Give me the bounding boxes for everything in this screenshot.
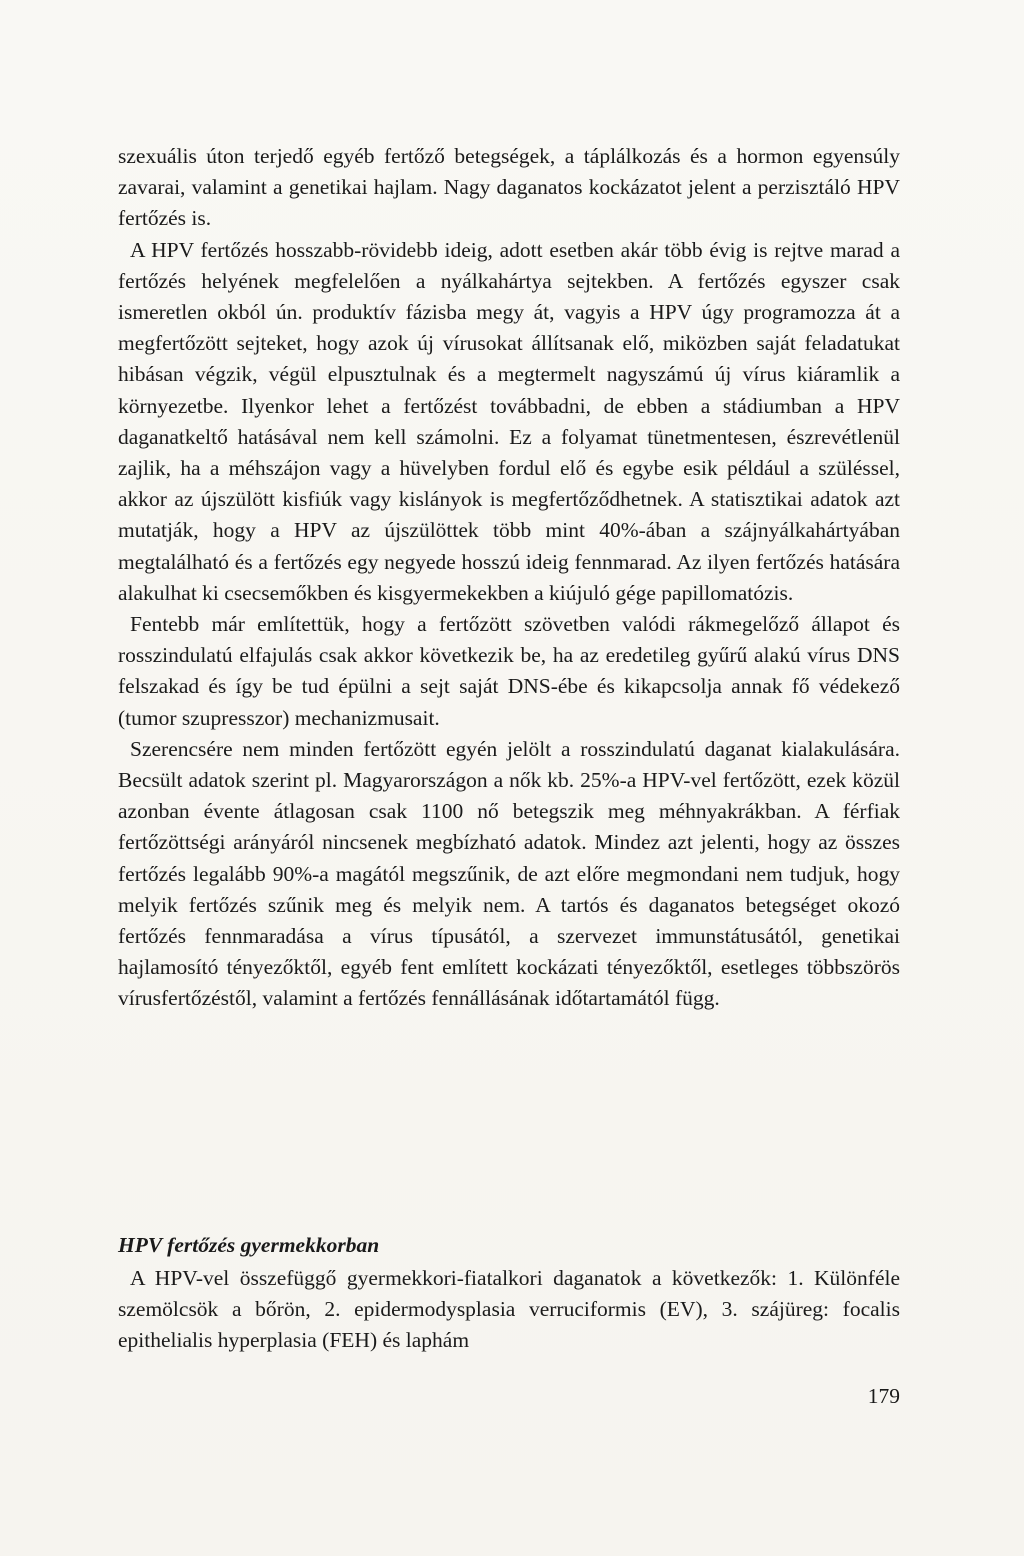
body-text [118,141,900,1015]
page-number: 179 [867,1384,900,1408]
section-body [118,1263,900,1357]
paragraph-4: Szerencsére nem minden fertőzött egyén jelölt a rosszindulatú daganat kialakulására. Becsült adatok szerint pl. Magyarországon a nők kb. 25%-a HPV-vel fertőzött, ezek közül azonban évente átlagosan csak 1100 nő betegszik meg méhnyakrákban. A férfiak fertőzöttségi arányáról nincsenek megbízható adatok. Mindez azt jelenti, hogy az összes fertőzés legalább 90%-a magától megszűnik, de azt előre megmondani nem tudjuk, hogy melyik fertőzés szűnik meg és melyik nem. A tartós és daganatos betegséget okozó fertőzés fennmaradása a vírus típusától, a szervezet immunstátusától, genetikai hajlamosító tényezőktől, egyéb fent említett kockázati tényezőktől, esetleges többszörös vírusfertőzéstől, valamint a fertőzés fennállásának időtartamától függ. [118,736,900,1011]
paragraph-2: A HPV fertőzés hosszabb-rövidebb ideig, adott esetben akár több évig is rejtve marad a fertőzés helyének megfelelően a nyálkahártya sejtekben. A fertőzés egyszer csak ismeretlen okból ún. produktív fázisba megy át, vagyis a HPV úgy programozza át a megfertőzött sejteket, hogy azok új vírusokat állítsanak elő, miközben saját feladatukat hibásan végzik, végül elpusztulnak és a megtermelt nagyszámú új vírus kiáramlik a környezetbe. Ilyenkor lehet a fertőzést továbbadni, de ebben a stádiumban a HPV daganatkeltő hatásával nem kell számolni. Ez a folyamat tünetmentesen, észrevétlenül zajlik, ha a méhszájon vagy a hüvelyben fordul elő és egybe esik például a szüléssel, akkor az újszülött kisfiúk vagy kislányok is megfertőződhetnek. A statisztikai adatok azt mutatják, hogy a HPV az újszülöttek több mint 40%-ában a szájnyálkahártyában megtalálható és a fertőzés egy negyede hosszú ideig fennmarad. Az ilyen fertőzés hatására alakulhat ki csecsemőkben és kisgyermekekben a kiújuló gége papillomatózis. [118,237,900,605]
section-heading: HPV fertőzés gyermekkorban [118,1233,380,1257]
section-paragraph: A HPV-vel összefüggő gyermekkori-fiatalkori daganatok a következők: 1. Különféle szemölcsök a bőrön, 2. epidermodysplasia verruciformis (EV), 3. szájüreg: focalis epithelialis hyperplasia (FEH) és laphám [118,1266,900,1353]
paragraph-3: Fentebb már említettük, hogy a fertőzött szövetben valódi rákmegelőző állapot és rosszindulatú elfajulás csak akkor következik be, ha az eredetileg gyűrű alakú vírus DNS felszakad és így be tud épülni a sejt saját DNS-ébe és kikapcsolja annak fő védekező (tumor szupresszor) mechanizmusait. [118,612,900,730]
paragraph-1: szexuális úton terjedő egyéb fertőző betegségek, a táplálkozás és a hormon egyensúly zavarai, valamint a genetikai hajlam. Nagy daganatos kockázatot jelent a perzisztáló HPV fertőzés is. [118,144,900,231]
